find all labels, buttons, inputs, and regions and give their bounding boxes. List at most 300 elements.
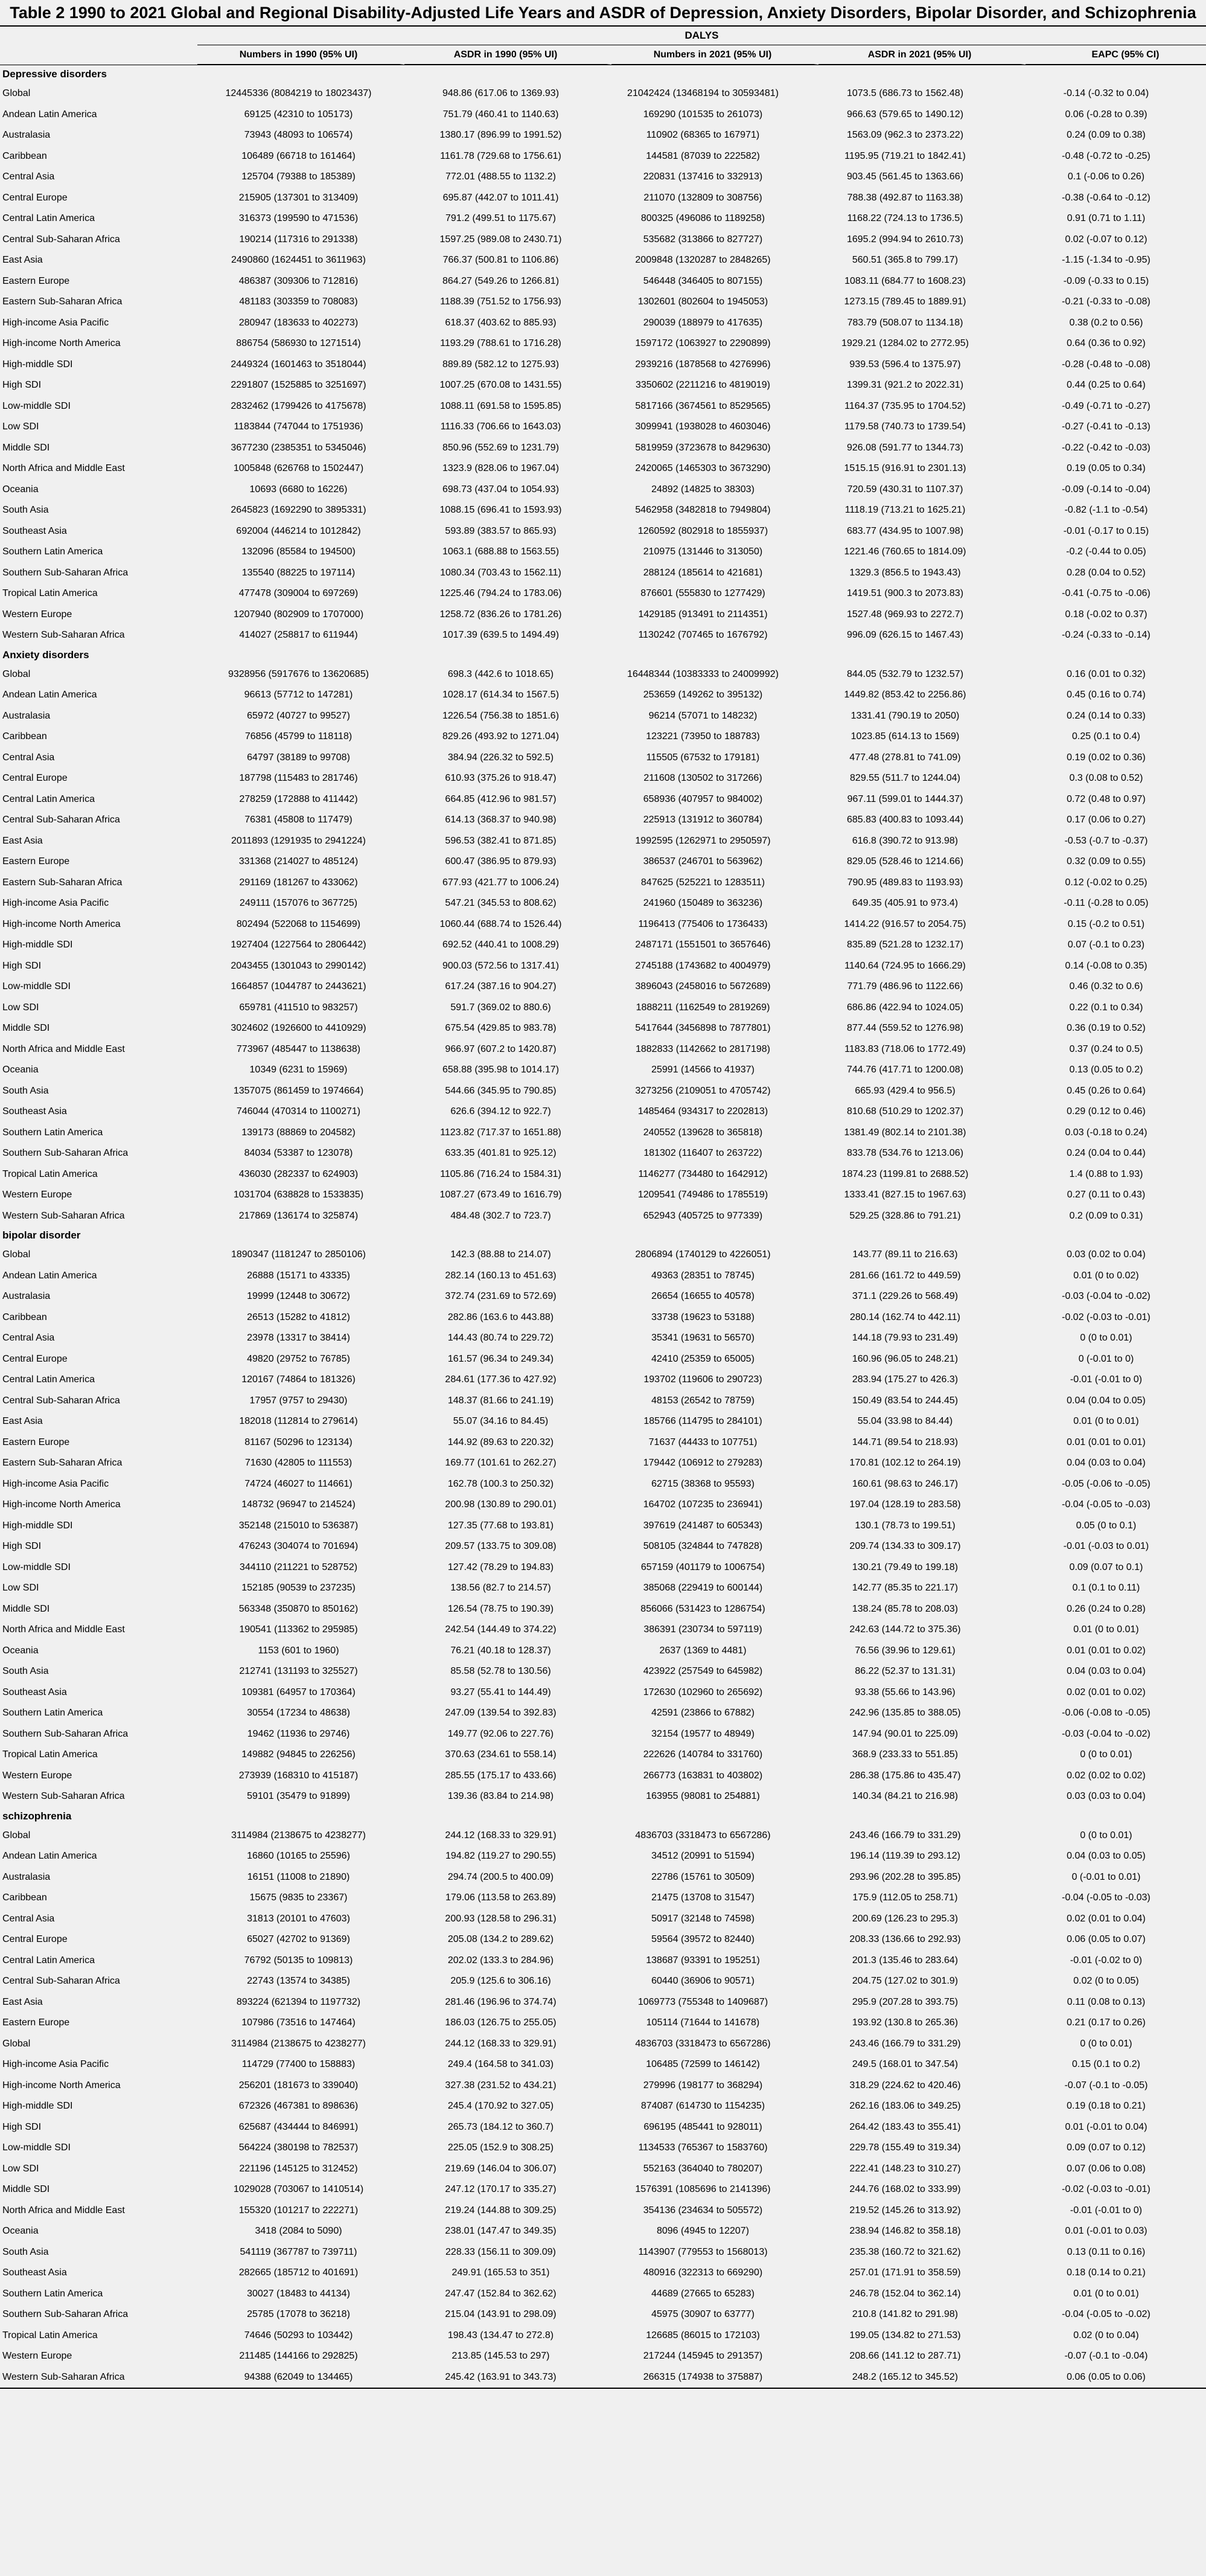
asdr-2021-cell: 1929.21 (1284.02 to 2772.95) <box>841 338 969 349</box>
asdr-2021-cell: 238.94 (146.82 to 358.18) <box>849 2226 961 2237</box>
table-row <box>0 500 1206 521</box>
numbers-2021-cell: 1134533 (765367 to 1583760) <box>638 2142 768 2153</box>
numbers-1990-cell: 291169 (181267 to 433062) <box>239 877 358 888</box>
asdr-1990-cell: 1258.72 (836.26 to 1781.26) <box>439 609 562 620</box>
numbers-1990-cell: 135540 (88225 to 197114) <box>241 567 356 578</box>
region-cell: Australasia <box>2 130 51 141</box>
region-cell: High-middle SDI <box>2 1520 73 1531</box>
eapc-cell: -0.82 (-1.1 to -0.54) <box>1064 505 1148 516</box>
asdr-1990-cell: 126.54 (78.75 to 190.39) <box>447 1603 554 1614</box>
region-cell: Southeast Asia <box>2 525 67 536</box>
section-depressive-disorders <box>0 65 1206 646</box>
table-row <box>0 625 1206 646</box>
numbers-1990-cell: 886754 (586930 to 1271514) <box>236 338 361 349</box>
numbers-1990-cell: 414027 (258817 to 611944) <box>239 630 358 641</box>
table-bottom-rule <box>0 2388 1206 2389</box>
numbers-1990-cell: 25785 (17078 to 36218) <box>247 2309 350 2320</box>
numbers-2021-cell: 110902 (68365 to 167971) <box>646 130 760 141</box>
region-cell: Central Europe <box>2 773 68 784</box>
eapc-cell: 0.11 (0.08 to 0.13) <box>1067 1996 1146 2007</box>
numbers-1990-cell: 74724 (46027 to 114661) <box>244 1478 353 1489</box>
asdr-1990-cell: 249.4 (164.58 to 341.03) <box>447 2059 554 2070</box>
numbers-1990-cell: 30027 (18483 to 44134) <box>247 2288 350 2299</box>
numbers-1990-cell: 190214 (117316 to 291338) <box>239 234 358 245</box>
table-row <box>0 542 1206 563</box>
table-row <box>0 563 1206 584</box>
numbers-2021-cell: 423922 (257549 to 645982) <box>643 1666 763 1677</box>
asdr-1990-cell: 1060.44 (688.74 to 1526.44) <box>439 918 562 929</box>
asdr-1990-cell: 948.86 (617.06 to 1369.93) <box>442 88 560 99</box>
table-row <box>0 583 1206 604</box>
numbers-1990-cell: 9328956 (5917676 to 13620685) <box>228 668 369 679</box>
asdr-1990-cell: 966.97 (607.2 to 1420.87) <box>445 1043 557 1054</box>
asdr-1990-cell: 692.52 (440.41 to 1008.29) <box>442 940 560 950</box>
asdr-2021-cell: 788.38 (492.87 to 1163.38) <box>847 192 963 203</box>
asdr-2021-cell: 1874.23 (1199.81 to 2688.52) <box>841 1168 969 1179</box>
asdr-2021-cell: 939.53 (596.4 to 1375.97) <box>849 359 961 370</box>
asdr-2021-cell: 1183.83 (718.06 to 1772.49) <box>844 1043 966 1054</box>
asdr-2021-cell: 210.8 (141.82 to 291.98) <box>852 2309 959 2320</box>
asdr-2021-cell: 1164.37 (735.95 to 1704.52) <box>844 400 966 411</box>
table-row <box>0 1307 1206 1328</box>
asdr-1990-cell: 1087.27 (673.49 to 1616.79) <box>439 1190 562 1200</box>
table-row <box>0 851 1206 873</box>
asdr-1990-cell: 698.73 (437.04 to 1054.93) <box>442 484 560 495</box>
asdr-1990-cell: 370.63 (234.61 to 558.14) <box>445 1749 557 1760</box>
region-cell: Eastern Sub-Saharan Africa <box>2 1458 123 1469</box>
numbers-2021-cell: 138687 (93391 to 195251) <box>646 1955 760 1966</box>
asdr-2021-cell: 368.9 (233.33 to 551.85) <box>852 1749 959 1760</box>
asdr-2021-cell: 249.5 (168.01 to 347.54) <box>852 2059 959 2070</box>
numbers-1990-cell: 16860 (10165 to 25596) <box>247 1851 350 1862</box>
asdr-2021-cell: 844.05 (532.79 to 1232.57) <box>846 668 964 679</box>
table-row <box>0 768 1206 789</box>
numbers-2021-cell: 354136 (234634 to 505572) <box>643 2205 763 2216</box>
asdr-1990-cell: 93.27 (55.41 to 144.49) <box>450 1687 551 1697</box>
region-cell: High SDI <box>2 380 42 391</box>
numbers-1990-cell: 1664857 (1044787 to 2443621) <box>231 981 366 992</box>
region-cell: East Asia <box>2 1996 43 2007</box>
numbers-1990-cell: 30554 (17234 to 48638) <box>247 1708 350 1719</box>
asdr-1990-cell: 149.77 (92.06 to 227.76) <box>447 1728 554 1739</box>
region-cell: Central Sub-Saharan Africa <box>2 234 120 245</box>
eapc-cell: 0.64 (0.36 to 0.92) <box>1067 338 1146 349</box>
table-row <box>0 83 1206 104</box>
eapc-cell: 0.46 (0.32 to 0.6) <box>1069 981 1143 992</box>
eapc-cell: 0.45 (0.16 to 0.74) <box>1067 690 1146 700</box>
eapc-cell: 0.04 (0.03 to 0.04) <box>1067 1666 1146 1677</box>
region-cell: Global <box>2 668 31 679</box>
numbers-2021-cell: 2745188 (1743682 to 4004979) <box>635 960 771 971</box>
numbers-1990-cell: 71630 (42805 to 111553) <box>244 1458 353 1469</box>
asdr-2021-cell: 529.25 (328.86 to 791.21) <box>849 1210 961 1221</box>
asdr-2021-cell: 201.3 (135.46 to 283.64) <box>852 1955 959 1966</box>
numbers-1990-cell: 541119 (367787 to 739711) <box>240 2246 357 2257</box>
numbers-1990-cell: 16151 (11008 to 21890) <box>247 1871 350 1882</box>
asdr-2021-cell: 208.66 (141.12 to 287.71) <box>849 2351 961 2362</box>
table-row <box>0 2221 1206 2242</box>
numbers-1990-cell: 746044 (470314 to 1100271) <box>236 1106 361 1117</box>
numbers-1990-cell: 125704 (79388 to 185389) <box>241 171 356 182</box>
eapc-cell: -0.28 (-0.48 to -0.08) <box>1062 359 1150 370</box>
asdr-2021-cell: 243.46 (166.79 to 331.29) <box>849 2038 961 2049</box>
numbers-1990-cell: 182018 (112814 to 279614) <box>239 1416 358 1427</box>
table-row <box>0 1266 1206 1287</box>
numbers-2021-cell: 847625 (525221 to 1283511) <box>640 877 765 888</box>
numbers-2021-cell: 163955 (98081 to 254881) <box>646 1791 760 1802</box>
region-cell: Eastern Europe <box>2 856 70 867</box>
table-row <box>0 1432 1206 1453</box>
asdr-1990-cell: 617.24 (387.16 to 904.27) <box>445 981 557 992</box>
asdr-2021-cell: 144.71 (89.54 to 218.93) <box>852 1437 959 1447</box>
region-cell: South Asia <box>2 1666 49 1677</box>
table-row <box>0 810 1206 831</box>
asdr-1990-cell: 213.85 (145.53 to 297) <box>451 2351 550 2362</box>
eapc-cell: 0.38 (0.2 to 0.56) <box>1069 317 1143 328</box>
asdr-2021-cell: 783.79 (508.07 to 1134.18) <box>847 317 963 328</box>
eapc-cell: 0.03 (0.03 to 0.04) <box>1067 1791 1146 1802</box>
asdr-1990-cell: 198.43 (134.47 to 272.8) <box>447 2330 554 2341</box>
numbers-2021-cell: 220831 (137416 to 332913) <box>643 171 763 182</box>
eapc-cell: -0.49 (-0.71 to -0.27) <box>1062 400 1150 411</box>
numbers-2021-cell: 508105 (324844 to 747828) <box>643 1541 763 1552</box>
eapc-cell: 0.12 (-0.02 to 0.25) <box>1065 877 1147 888</box>
numbers-2021-cell: 1882833 (1142662 to 2817198) <box>635 1043 770 1054</box>
asdr-2021-cell: 1414.22 (916.57 to 2054.75) <box>844 918 966 929</box>
numbers-2021-cell: 1130242 (707465 to 1676792) <box>638 630 768 641</box>
numbers-2021-cell: 22786 (15761 to 30509) <box>651 1871 755 1882</box>
numbers-1990-cell: 2291807 (1525885 to 3251697) <box>231 380 366 391</box>
region-cell: Central Europe <box>2 192 68 203</box>
numbers-2021-cell: 535682 (313866 to 827727) <box>643 234 763 245</box>
asdr-2021-cell: 1563.09 (962.3 to 2373.22) <box>846 130 964 141</box>
numbers-2021-cell: 48153 (26542 to 78759) <box>651 1395 755 1406</box>
asdr-1990-cell: 1225.46 (794.24 to 1783.06) <box>439 588 562 599</box>
table-row <box>0 2054 1206 2075</box>
asdr-2021-cell: 371.1 (229.26 to 568.49) <box>852 1291 959 1302</box>
table-row <box>0 1929 1206 1950</box>
numbers-2021-cell: 172630 (102960 to 265692) <box>643 1687 763 1697</box>
eapc-cell: -0.09 (-0.14 to -0.04) <box>1062 484 1150 495</box>
asdr-1990-cell: 205.08 (134.2 to 289.62) <box>447 1934 554 1945</box>
table-row <box>0 1474 1206 1495</box>
numbers-2021-cell: 126685 (86015 to 172103) <box>646 2330 760 2341</box>
region-cell: North Africa and Middle East <box>2 463 125 474</box>
region-cell: High-middle SDI <box>2 359 73 370</box>
asdr-1990-cell: 85.58 (52.78 to 130.56) <box>450 1666 551 1677</box>
numbers-2021-cell: 5462958 (3482818 to 7949804) <box>635 505 771 516</box>
numbers-1990-cell: 84034 (53387 to 123078) <box>244 1148 353 1159</box>
eapc-cell: 0.25 (0.1 to 0.4) <box>1072 731 1140 742</box>
eapc-cell: 0 (0 to 0.01) <box>1080 1749 1132 1760</box>
table-row <box>0 271 1206 292</box>
numbers-1990-cell: 76856 (45799 to 118118) <box>244 731 353 742</box>
eapc-cell: -0.02 (-0.03 to -0.01) <box>1062 1312 1150 1322</box>
region-cell: Central Latin America <box>2 793 95 804</box>
region-cell: Low SDI <box>2 1002 39 1013</box>
numbers-2021-cell: 1302601 (802604 to 1945053) <box>637 296 768 307</box>
asdr-2021-cell: 926.08 (591.77 to 1344.73) <box>846 442 964 453</box>
table-row <box>0 1599 1206 1620</box>
numbers-1990-cell: 278259 (172888 to 411442) <box>239 793 358 804</box>
asdr-1990-cell: 593.89 (383.57 to 865.93) <box>445 525 557 536</box>
eapc-cell: 0.01 (0 to 0.01) <box>1073 2288 1139 2299</box>
numbers-1990-cell: 64797 (38189 to 99708) <box>247 752 350 763</box>
table-row <box>0 2367 1206 2388</box>
asdr-2021-cell: 1399.31 (921.2 to 2022.31) <box>846 380 964 391</box>
numbers-2021-cell: 105114 (71644 to 141678) <box>646 2017 760 2028</box>
asdr-2021-cell: 1195.95 (719.21 to 1842.41) <box>844 150 966 161</box>
numbers-1990-cell: 22743 (13574 to 34385) <box>247 1976 350 1987</box>
region-cell: Australasia <box>2 710 51 721</box>
eapc-cell: 0.2 (0.09 to 0.31) <box>1069 1210 1143 1221</box>
numbers-1990-cell: 139173 (88869 to 204582) <box>241 1127 356 1138</box>
asdr-2021-cell: 665.93 (429.4 to 956.5) <box>855 1085 956 1096</box>
numbers-1990-cell: 3114984 (2138675 to 4238277) <box>231 2038 366 2049</box>
eapc-cell: -0.11 (-0.28 to 0.05) <box>1064 898 1149 909</box>
numbers-2021-cell: 21475 (13708 to 31547) <box>651 1892 755 1903</box>
region-cell: Andean Latin America <box>2 1851 97 1862</box>
eapc-cell: 0.02 (-0.07 to 0.12) <box>1065 234 1147 245</box>
table-row <box>0 167 1206 188</box>
table-row <box>0 1143 1206 1164</box>
numbers-2021-cell: 45975 (30907 to 63777) <box>651 2309 755 2320</box>
numbers-1990-cell: 94388 (62049 to 134465) <box>244 2371 353 2382</box>
asdr-1990-cell: 209.57 (133.75 to 309.08) <box>445 1541 557 1552</box>
asdr-2021-cell: 1221.46 (760.65 to 1814.09) <box>844 546 966 557</box>
eapc-cell: -0.14 (-0.32 to 0.04) <box>1063 88 1149 99</box>
table-row <box>0 1557 1206 1578</box>
table-row <box>0 1495 1206 1516</box>
asdr-1990-cell: 327.38 (231.52 to 434.21) <box>445 2080 557 2091</box>
table-row <box>0 1661 1206 1682</box>
table-row <box>0 1825 1206 1847</box>
asdr-2021-cell: 242.63 (144.72 to 375.36) <box>849 1624 961 1635</box>
eapc-cell: 0.15 (0.1 to 0.2) <box>1072 2059 1140 2070</box>
numbers-2021-cell: 696195 (485441 to 928011) <box>643 2121 762 2132</box>
asdr-1990-cell: 244.12 (168.33 to 329.91) <box>445 1830 557 1841</box>
asdr-2021-cell: 790.95 (489.83 to 1193.93) <box>847 877 963 888</box>
section-anxiety-disorders <box>0 646 1206 1227</box>
asdr-1990-cell: 294.74 (200.5 to 400.09) <box>447 1871 554 1882</box>
numbers-2021-cell: 21042424 (13468194 to 30593481) <box>627 88 779 99</box>
eapc-cell: 0.09 (0.07 to 0.1) <box>1069 1562 1143 1572</box>
numbers-2021-cell: 25991 (14566 to 41937) <box>651 1065 755 1075</box>
eapc-cell: 0.28 (0.04 to 0.52) <box>1067 567 1146 578</box>
asdr-1990-cell: 596.53 (382.41 to 871.85) <box>445 835 557 846</box>
numbers-2021-cell: 3350602 (2211216 to 4819019) <box>635 380 770 391</box>
col-header-eapc: EAPC (95% CI) <box>1026 45 1206 65</box>
numbers-1990-cell: 1005848 (626768 to 1502447) <box>233 463 364 474</box>
table-body <box>0 65 1206 2388</box>
asdr-1990-cell: 142.3 (88.88 to 214.07) <box>450 1249 551 1260</box>
numbers-1990-cell: 3677230 (2385351 to 5345046) <box>231 442 366 453</box>
table-row <box>0 1391 1206 1412</box>
asdr-1990-cell: 127.35 (77.68 to 193.81) <box>447 1520 554 1531</box>
eapc-cell: 0.15 (-0.2 to 0.51) <box>1067 918 1145 929</box>
numbers-1990-cell: 17957 (9757 to 29430) <box>249 1395 348 1406</box>
eapc-cell: -0.02 (-0.03 to -0.01) <box>1062 2184 1150 2195</box>
table-row <box>0 685 1206 706</box>
numbers-2021-cell: 16448344 (10383333 to 24009992) <box>627 668 779 679</box>
eapc-cell: -0.41 (-0.75 to -0.06) <box>1062 588 1150 599</box>
asdr-1990-cell: 1063.1 (688.88 to 1563.55) <box>442 546 560 557</box>
region-cell: Western Sub-Saharan Africa <box>2 1791 125 1802</box>
section-title: bipolar disorder <box>2 1229 81 1241</box>
section-bipolar-disorder <box>0 1226 1206 1807</box>
asdr-1990-cell: 148.37 (81.66 to 241.19) <box>447 1395 554 1406</box>
asdr-1990-cell: 245.4 (170.92 to 327.05) <box>447 2101 554 2112</box>
table-row <box>0 1786 1206 1807</box>
region-cell: Central Latin America <box>2 1374 95 1385</box>
asdr-1990-cell: 219.69 (146.04 to 306.07) <box>445 2163 557 2174</box>
table-row <box>0 1620 1206 1641</box>
numbers-2021-cell: 1260592 (802918 to 1855937) <box>637 525 768 536</box>
numbers-2021-cell: 5817166 (3674561 to 8529565) <box>635 400 771 411</box>
asdr-2021-cell: 160.61 (98.63 to 246.17) <box>852 1478 959 1489</box>
asdr-1990-cell: 384.94 (226.32 to 592.5) <box>447 752 554 763</box>
section-title: Anxiety disorders <box>2 649 89 661</box>
asdr-1990-cell: 144.92 (89.63 to 220.32) <box>447 1437 554 1447</box>
numbers-1990-cell: 217869 (136174 to 325874) <box>238 1210 359 1221</box>
table-row <box>0 2013 1206 2034</box>
asdr-2021-cell: 147.94 (90.01 to 225.09) <box>852 1728 959 1739</box>
numbers-2021-cell: 386391 (230734 to 597119) <box>643 1624 762 1635</box>
region-cell: South Asia <box>2 1085 49 1096</box>
numbers-2021-cell: 856066 (531423 to 1286754) <box>640 1603 765 1614</box>
asdr-1990-cell: 247.12 (170.17 to 335.27) <box>445 2184 557 2195</box>
region-cell: High SDI <box>2 960 42 971</box>
region-cell: Southern Latin America <box>2 546 103 557</box>
eapc-cell: -0.03 (-0.04 to -0.02) <box>1062 1291 1150 1302</box>
numbers-1990-cell: 436030 (282337 to 624903) <box>238 1168 359 1179</box>
numbers-2021-cell: 3896043 (2458016 to 5672689) <box>635 981 771 992</box>
eapc-cell: 0.01 (0 to 0.02) <box>1073 1270 1139 1281</box>
region-cell: Western Sub-Saharan Africa <box>2 630 125 641</box>
asdr-1990-cell: 591.7 (369.02 to 880.6) <box>450 1002 551 1013</box>
asdr-1990-cell: 626.6 (394.12 to 922.7) <box>450 1106 551 1117</box>
numbers-2021-cell: 8096 (4945 to 12207) <box>656 2226 749 2237</box>
region-cell: Tropical Latin America <box>2 1749 98 1760</box>
numbers-2021-cell: 279996 (198177 to 368294) <box>643 2080 763 2091</box>
table-row <box>0 2304 1206 2325</box>
table-title: Table 2 1990 to 2021 Global and Regional Disability-Adjusted Life Years and ASDR of Depression, Anxiety Disorders, Bipolar Disorder, and Schizophrenia <box>10 4 1196 22</box>
table-row <box>0 2159 1206 2180</box>
numbers-1990-cell: 65027 (42702 to 91369) <box>247 1934 350 1945</box>
eapc-cell: 0.37 (0.24 to 0.5) <box>1069 1043 1143 1054</box>
table-row <box>0 831 1206 852</box>
eapc-cell: -0.48 (-0.72 to -0.25) <box>1062 150 1150 161</box>
col-header-numbers-1990: Numbers in 1990 (95% UI) <box>197 45 404 65</box>
numbers-2021-cell: 1597172 (1063927 to 2290899) <box>635 338 771 349</box>
asdr-1990-cell: 144.43 (80.74 to 229.72) <box>447 1333 554 1344</box>
region-cell: Low-middle SDI <box>2 1562 71 1572</box>
asdr-2021-cell: 144.18 (79.93 to 231.49) <box>852 1333 959 1344</box>
region-cell: Central Asia <box>2 752 55 763</box>
table-row <box>0 1018 1206 1039</box>
table-row <box>0 935 1206 956</box>
eapc-cell: 0.01 (0 to 0.01) <box>1073 1624 1139 1635</box>
numbers-1990-cell: 476243 (304074 to 701694) <box>238 1541 359 1552</box>
numbers-2021-cell: 42410 (25359 to 65005) <box>651 1353 755 1364</box>
eapc-cell: 0 (0 to 0.01) <box>1080 1830 1132 1841</box>
region-cell: Southern Sub-Saharan Africa <box>2 1148 129 1159</box>
table-row <box>0 1888 1206 1909</box>
asdr-2021-cell: 1449.82 (853.42 to 2256.86) <box>844 690 966 700</box>
numbers-1990-cell: 692004 (446214 to 1012842) <box>236 525 361 536</box>
asdr-1990-cell: 1088.11 (691.58 to 1595.85) <box>440 400 561 411</box>
asdr-2021-cell: 209.74 (134.33 to 309.17) <box>849 1541 961 1552</box>
table-row <box>0 1123 1206 1144</box>
numbers-2021-cell: 60440 (36906 to 90571) <box>651 1976 755 1987</box>
asdr-2021-cell: 996.09 (626.15 to 1467.43) <box>846 630 964 641</box>
region-cell: Western Europe <box>2 2351 72 2362</box>
numbers-2021-cell: 546448 (346405 to 807155) <box>643 275 763 286</box>
eapc-cell: 0 (0 to 0.01) <box>1080 2038 1132 2049</box>
asdr-1990-cell: 281.46 (196.96 to 374.74) <box>445 1996 557 2007</box>
eapc-cell: 0.19 (0.05 to 0.34) <box>1067 463 1146 474</box>
asdr-2021-cell: 219.52 (145.26 to 313.92) <box>849 2205 961 2216</box>
asdr-1990-cell: 265.73 (184.12 to 360.7) <box>447 2121 554 2132</box>
numbers-2021-cell: 71637 (44433 to 107751) <box>648 1437 758 1447</box>
eapc-cell: 0.27 (0.11 to 0.43) <box>1067 1190 1146 1200</box>
asdr-2021-cell: 140.34 (84.21 to 216.98) <box>852 1791 959 1802</box>
eapc-cell: 0.32 (0.09 to 0.55) <box>1067 856 1146 867</box>
region-cell: Southern Latin America <box>2 2288 103 2299</box>
table-row <box>0 438 1206 459</box>
numbers-1990-cell: 802494 (522068 to 1154699) <box>236 918 361 929</box>
numbers-2021-cell: 2009848 (1320287 to 2848265) <box>635 255 771 266</box>
eapc-cell: 0.01 (-0.01 to 0.04) <box>1065 2121 1147 2132</box>
table-row <box>0 2096 1206 2117</box>
numbers-1990-cell: 59101 (35479 to 91899) <box>247 1791 350 1802</box>
numbers-2021-cell: 241960 (150489 to 363236) <box>643 898 763 909</box>
asdr-2021-cell: 229.78 (155.49 to 319.34) <box>849 2142 961 2153</box>
numbers-1990-cell: 893224 (621394 to 1197732) <box>236 1996 361 2007</box>
eapc-cell: -0.01 (-0.01 to 0) <box>1070 1374 1143 1385</box>
asdr-2021-cell: 477.48 (278.81 to 741.09) <box>849 752 961 763</box>
col-header-numbers-2021: Numbers in 2021 (95% UI) <box>611 45 818 65</box>
asdr-1990-cell: 282.14 (160.13 to 451.63) <box>445 1270 557 1281</box>
asdr-1990-cell: 55.07 (34.16 to 84.45) <box>453 1416 549 1427</box>
asdr-2021-cell: 243.46 (166.79 to 331.29) <box>849 1830 961 1841</box>
region-cell: Low-middle SDI <box>2 400 71 411</box>
table-row <box>0 375 1206 396</box>
asdr-2021-cell: 1333.41 (827.15 to 1967.63) <box>844 1190 966 1200</box>
region-cell: Australasia <box>2 1291 51 1302</box>
table-row <box>0 1039 1206 1060</box>
asdr-2021-cell: 829.05 (528.46 to 1214.66) <box>846 856 964 867</box>
numbers-2021-cell: 1429185 (913491 to 2114351) <box>638 609 768 620</box>
eapc-cell: 0.02 (0 to 0.05) <box>1073 1976 1139 1987</box>
region-cell: East Asia <box>2 835 43 846</box>
numbers-1990-cell: 249111 (157076 to 367725) <box>239 898 358 909</box>
numbers-2021-cell: 5819959 (3723678 to 8429630) <box>635 442 771 453</box>
asdr-2021-cell: 246.78 (152.04 to 362.14) <box>849 2288 961 2299</box>
asdr-1990-cell: 1380.17 (896.99 to 1991.52) <box>439 130 562 141</box>
asdr-2021-cell: 966.63 (579.65 to 1490.12) <box>846 109 964 120</box>
eapc-cell: -0.01 (-0.17 to 0.15) <box>1063 525 1149 536</box>
section-title: schizophrenia <box>2 1810 72 1822</box>
asdr-2021-cell: 244.76 (168.02 to 333.99) <box>849 2184 961 2195</box>
numbers-2021-cell: 210975 (131446 to 313050) <box>643 546 763 557</box>
asdr-1990-cell: 245.42 (163.91 to 343.73) <box>445 2371 557 2382</box>
eapc-cell: 0.29 (0.12 to 0.46) <box>1067 1106 1146 1117</box>
region-cell: Andean Latin America <box>2 1270 97 1281</box>
region-cell: Southeast Asia <box>2 2267 67 2278</box>
eapc-cell: 0.3 (0.08 to 0.52) <box>1069 773 1143 784</box>
numbers-2021-cell: 222626 (140784 to 331760) <box>643 1749 763 1760</box>
